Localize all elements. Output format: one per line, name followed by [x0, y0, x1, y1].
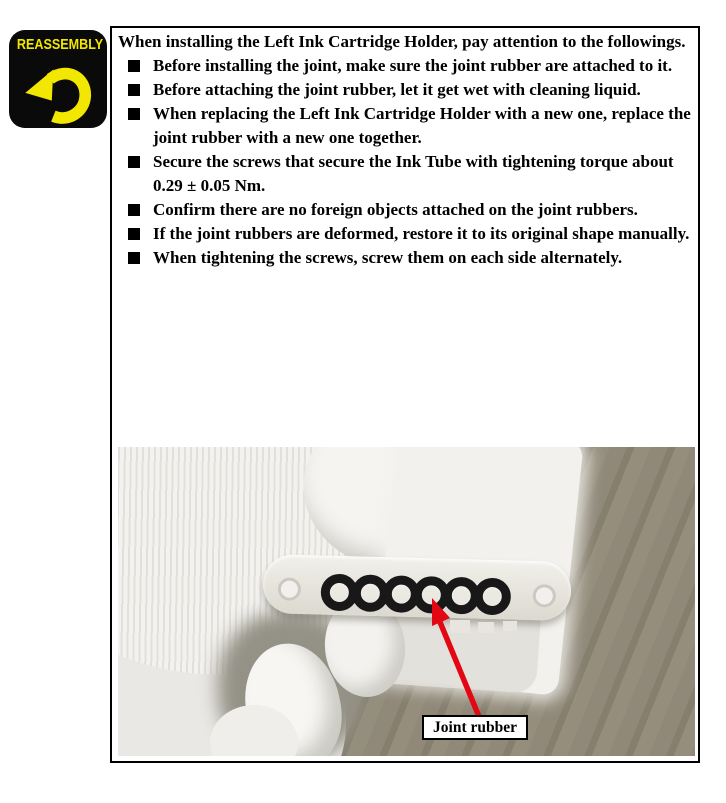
notice-item	[118, 150, 694, 198]
notice-item-text: When tightening the screws, screw them on each side alternately.	[153, 248, 623, 267]
notice-item-text: Before installing the joint, make sure the joint rubber are attached to it.	[153, 56, 673, 75]
notice-box	[110, 26, 700, 763]
square-bullet-icon	[128, 252, 140, 264]
callout-arrow-icon	[118, 447, 695, 756]
notice-item	[118, 102, 694, 150]
joint-rubber-callout: Joint rubber	[422, 715, 528, 740]
notice-item	[118, 78, 694, 102]
reassembly-badge	[9, 30, 107, 128]
notice-bullet-list	[118, 54, 694, 270]
reassembly-undo-arrow-icon	[19, 54, 97, 124]
reassembly-badge-label: REASSEMBLY	[16, 36, 104, 53]
notice-item	[118, 54, 694, 78]
notice-item-text: When replacing the Left Ink Cartridge Holder with a new one, replace the joint rubber with a new one together.	[153, 104, 691, 147]
notice-text	[112, 28, 698, 270]
notice-intro: When installing the Left Ink Cartridge Holder, pay attention to the followings.	[118, 32, 686, 51]
square-bullet-icon	[128, 108, 140, 120]
notice-item-text: Confirm there are no foreign objects attached on the joint rubbers.	[153, 200, 638, 219]
square-bullet-icon	[128, 204, 140, 216]
notice-item-text: Secure the screws that secure the Ink Tube with tightening torque about 0.29 ± 0.05 Nm.	[153, 152, 674, 195]
square-bullet-icon	[128, 156, 140, 168]
notice-item	[118, 246, 694, 270]
notice-item-text: Before attaching the joint rubber, let it get wet with cleaning liquid.	[153, 80, 641, 99]
joint-rubber-photo	[118, 447, 695, 756]
notice-item	[118, 222, 694, 246]
square-bullet-icon	[128, 60, 140, 72]
square-bullet-icon	[128, 228, 140, 240]
notice-item	[118, 198, 694, 222]
square-bullet-icon	[128, 84, 140, 96]
notice-item-text: If the joint rubbers are deformed, restore it to its original shape manually.	[153, 224, 690, 243]
